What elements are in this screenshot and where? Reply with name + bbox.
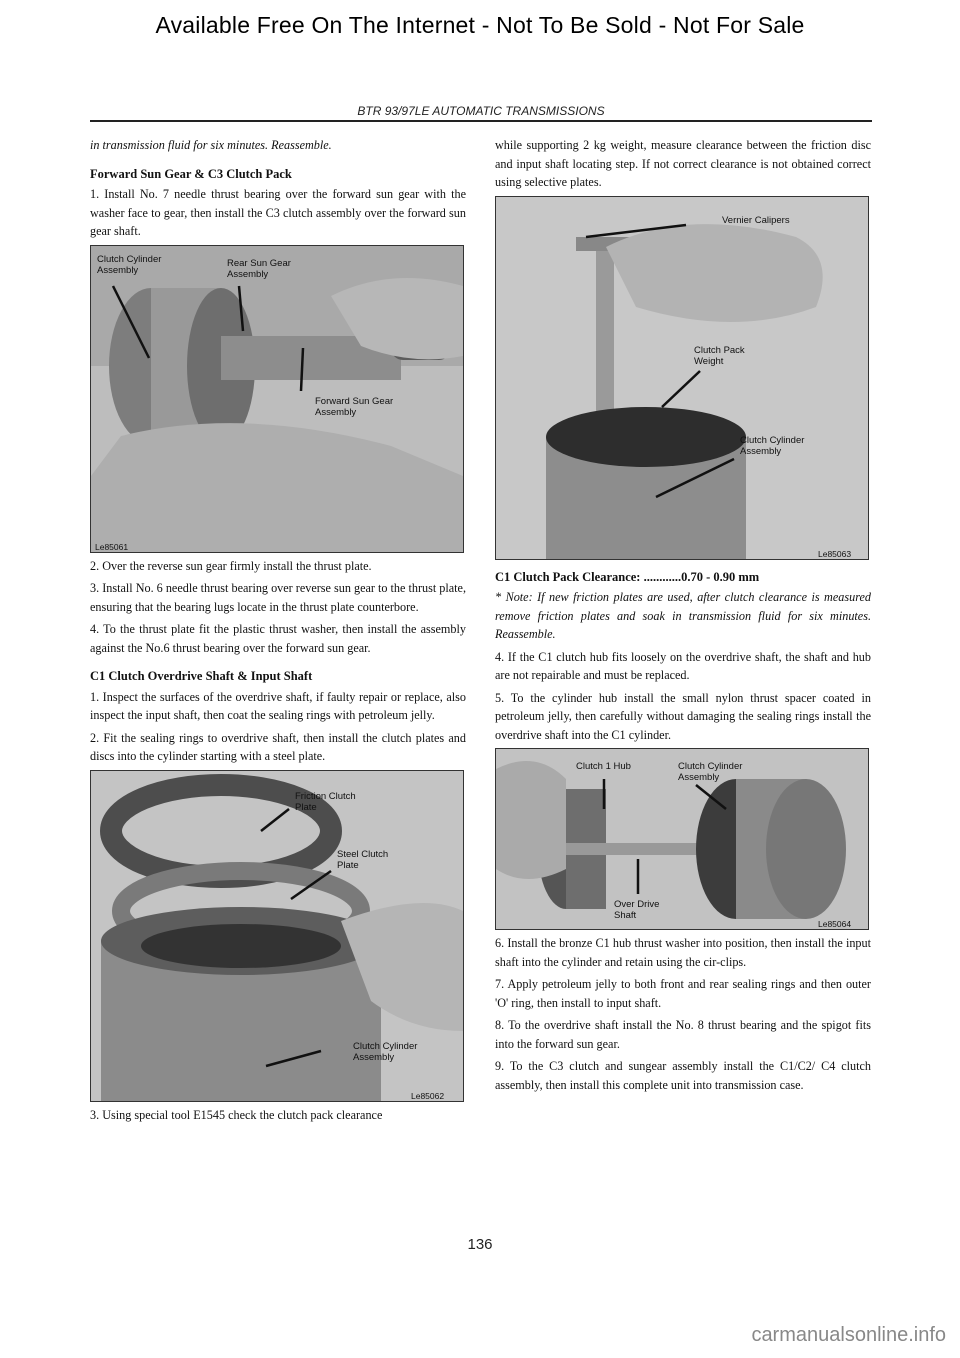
section2-step-1: 1. Inspect the surfaces of the overdrive shaft, if faulty repair or replace, also inspect the input shaft, then coat the sealing rings with petroleum jelly. (90, 689, 466, 722)
label-vernier-calipers: Vernier Calipers (722, 214, 790, 226)
label-rear-sun-gear: Rear Sun Gear Assembly (227, 257, 291, 280)
label-friction-plate: Friction Clutch Plate (295, 790, 356, 813)
figure-forward-sun-gear (90, 245, 464, 553)
step-4: 4. To the thrust plate fit the plastic thrust washer, then install the assembly against the No.6 thrust bearing over the forward sun gear. (90, 622, 466, 655)
right-column (495, 136, 871, 1098)
label-clutch-cylinder-2: Clutch Cylinder Assembly (353, 1040, 418, 1063)
label-clutch-cylinder: Clutch Cylinder Assembly (97, 253, 162, 276)
section-title-c1-clutch: C1 Clutch Overdrive Shaft & Input Shaft (90, 669, 313, 683)
step-6-right: 6. Install the bronze C1 hub thrust washer into position, then install the input shaft into the cylinder and retain using the cir-clips. (495, 936, 871, 969)
figure-code: Le85061 (95, 541, 129, 552)
label-clutch-pack-weight: Clutch Pack Weight (694, 344, 745, 367)
figure-code-4: Le85064 (818, 919, 852, 929)
section2-step-3: 3. Using special tool E1545 check the clutch pack clearance (90, 1107, 383, 1122)
running-header: BTR 93/97LE AUTOMATIC TRANSMISSIONS (90, 104, 872, 122)
c1-clutch-clearance-spec: C1 Clutch Pack Clearance: ............0.70 - 0.90 mm (495, 569, 760, 584)
banner: Available Free On The Internet - Not To Be Sold - Not For Sale (155, 12, 805, 38)
step-8-right: 8. To the overdrive shaft install the No. 8 thrust bearing and the spigot fits into the forward sun gear. (495, 1018, 871, 1051)
section-title-forward-sun-gear: Forward Sun Gear & C3 Clutch Pack (90, 166, 292, 181)
left-column (90, 136, 466, 1128)
step-4-right: 4. If the C1 clutch hub fits loosely on the overdrive shaft, the shaft and hub are not repairable and must be replaced. (495, 649, 871, 682)
figure-code-3: Le85063 (818, 548, 852, 559)
page-number: 136 (467, 1236, 493, 1253)
step-3: 3. Install No. 6 needle thrust bearing over reverse sun gear to the thrust plate, ensuring that the bearing lugs locate in the thrust plate counterbore. (90, 581, 467, 614)
label-forward-sun-gear: Forward Sun Gear Assembly (315, 395, 394, 418)
figure-code-2: Le85062 (411, 1090, 445, 1101)
step-9-right: 9. To the C3 clutch and sungear assembly install the C1/C2/ C4 clutch assembly, then install this complete unit into transmission case. (495, 1059, 871, 1092)
label-clutch-cylinder-4: Clutch Cylinder Assembly (678, 761, 743, 783)
figure-clutch-plates (90, 770, 464, 1102)
label-over-drive-shaft: Over Drive Shaft (614, 899, 660, 921)
step-5-right: 5. To the cylinder hub install the small nylon thrust spacer coated in petroleum jelly, then carefully without damaging the sealing rings install the overdrive shaft into the C1 cylinder. (495, 690, 871, 742)
step-2: 2. Over the reverse sun gear firmly install the thrust plate. (90, 558, 372, 573)
section2-step-2: 2. Fit the sealing rings to overdrive shaft, then install the clutch plates and discs into the cylinder starting with a steel plate. (90, 730, 466, 763)
label-clutch-cylinder-3: Clutch Cylinder Assembly (740, 434, 805, 457)
note-text: * Note: If new friction plates are used, after clutch clearance is measured remove friction plates and soak in transmission fluid for six minutes. Reassemble. (495, 590, 871, 641)
step-1: 1. Install No. 7 needle thrust bearing over the forward sun gear with the washer face to gear, then install the C3 clutch assembly over the forward sun gear shaft. (90, 187, 466, 238)
footer-watermark: carmanualsonline.info (751, 1324, 946, 1346)
photo-vernier-calipers (496, 197, 868, 559)
intro-text: in transmission fluid for six minutes. Reassemble. (90, 138, 332, 152)
photo-forward-sun-gear (91, 246, 463, 552)
continuation-text: while supporting 2 kg weight, measure clearance between the friction disc and input shaft locating step. If not correct clearance is not obtained correct using selective plates. (495, 138, 871, 189)
figure-overdrive-shaft (495, 748, 869, 930)
label-clutch-1-hub: Clutch 1 Hub (576, 761, 631, 772)
step-7-right: 7. Apply petroleum jelly to both front and rear sealing rings and then outer 'O' ring, then install to input shaft. (495, 977, 871, 1010)
figure-vernier-calipers (495, 196, 869, 560)
label-steel-plate: Steel Clutch Plate (337, 848, 389, 871)
